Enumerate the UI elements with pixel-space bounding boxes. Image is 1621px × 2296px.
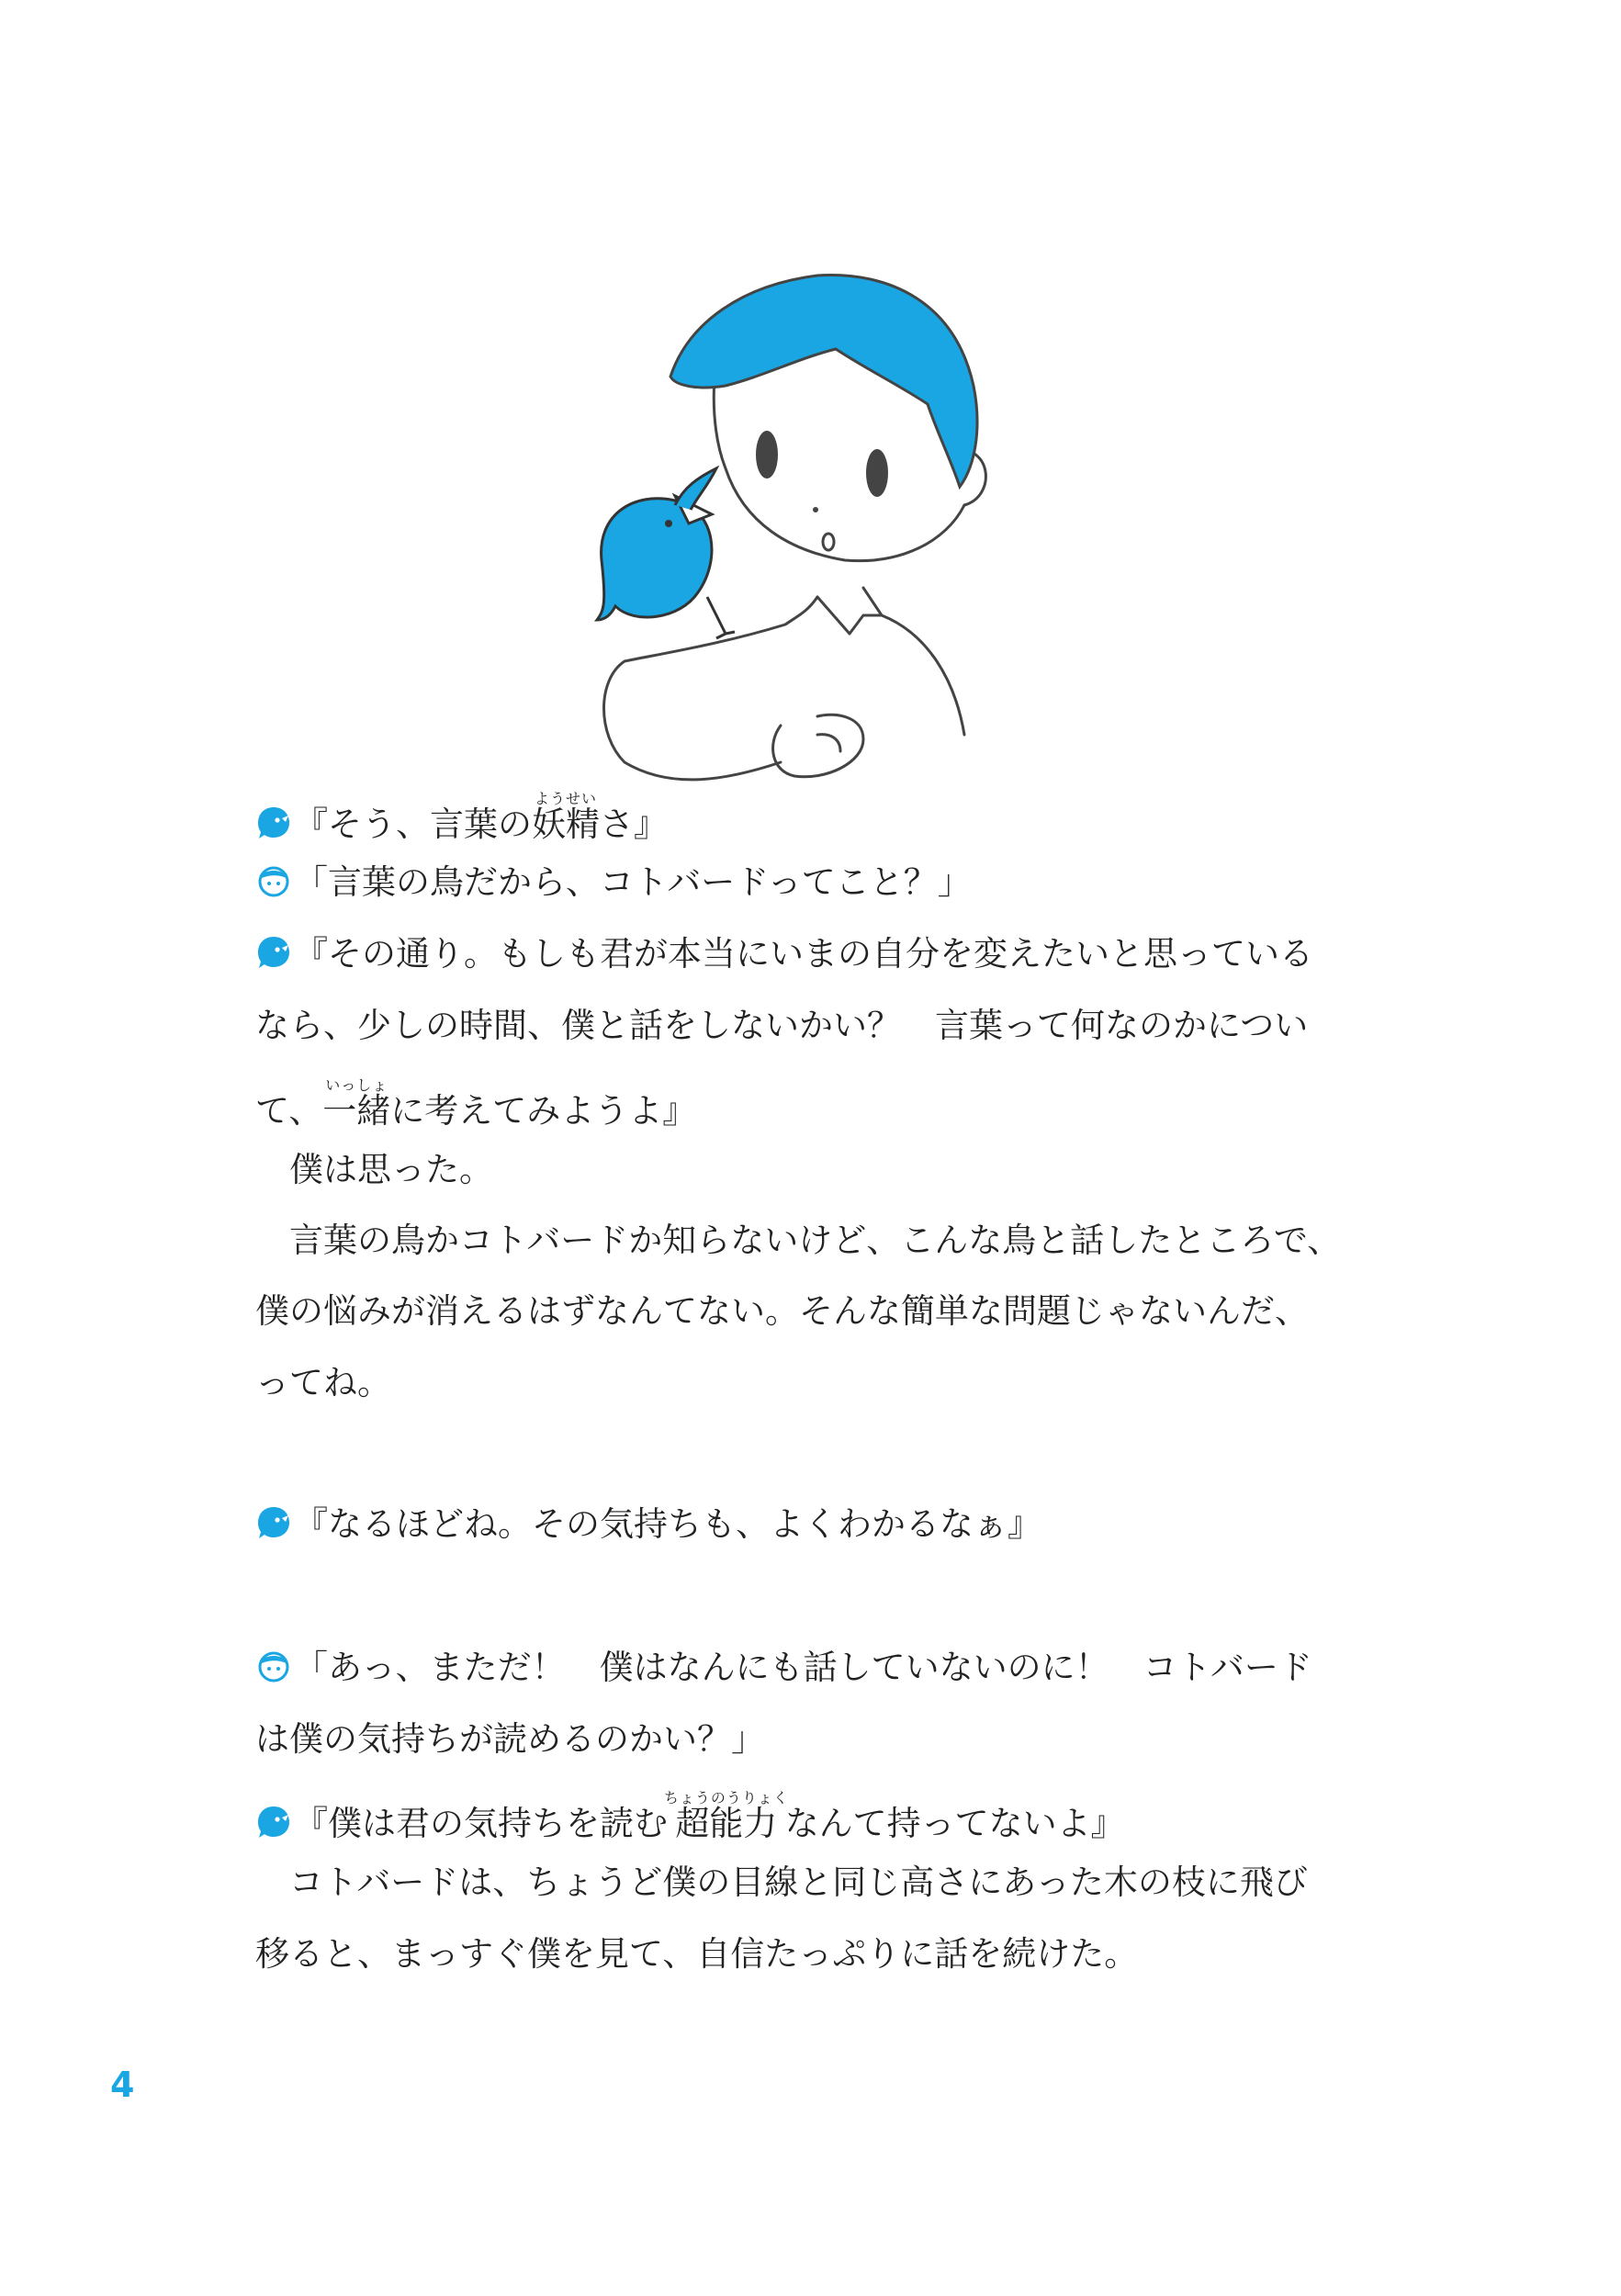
line-text: は僕の気持ちが読めるのかい？」 [255,1719,765,1759]
text-line-14 [255,1861,1449,1905]
line-text: 『その通り。もしも君が本当にいまの自分を変えたいと思っている [294,934,1313,974]
text-line-1 [255,790,1449,847]
line-text: コトバードは、ちょうど僕の目線と同じ高さにあった木の枝に飛び [255,1863,1308,1902]
bird-speaker-icon [255,1504,292,1541]
bird-speaker-icon [255,934,292,971]
text-line-9 [255,1361,1449,1405]
text-line-11 [255,1646,1449,1690]
line-text: 『なるほどね。その気持ちも、よくわかるなぁ』 [294,1504,1041,1544]
page-number: 4 [110,2065,135,2105]
text-line-15 [255,1932,1449,1976]
text-line-7 [255,1219,1449,1263]
line-text: 僕の悩みが消えるはずなんてない。そんな簡単な問題じゃないんだ、 [255,1291,1309,1331]
text-line-4 [255,1004,1449,1048]
text-line-8 [255,1289,1449,1334]
text-line-2 [255,861,1449,905]
ruby-word: 一緒いっしょ [322,1076,391,1131]
text-line-13 [255,1789,1449,1846]
line-text: 「言葉の鳥だから、コトバードってこと？」 [294,862,972,902]
line-text: なんて持ってないよ』 [784,1804,1125,1843]
line-text: 言葉の鳥かコトバードか知らないけど、こんな鳥と話したところで、 [255,1221,1342,1260]
bird-speaker-icon [255,805,292,841]
line-text: ってね。 [255,1363,391,1402]
line-text: に考えてみようよ』 [390,1091,697,1131]
text-line-12 [255,1717,1449,1761]
line-text: 僕は思った。 [255,1150,493,1189]
boy-speaker-icon [255,1648,292,1684]
ruby-word: 妖精ようせい [532,790,600,844]
line-text: さ』 [600,805,668,844]
text-line-5 [255,1076,1449,1133]
line-text: て、 [255,1091,323,1131]
line-text: 『そう、言葉の [294,805,532,844]
text-line-3 [255,932,1449,976]
line-text: 「あっ、まただ！ 僕はなんにも話していないのに！ コトバード [294,1648,1312,1687]
text-line-10 [255,1503,1449,1547]
text-line-6 [255,1148,1449,1192]
boy-and-bird-illustration [588,248,1010,817]
bird-speaker-icon [255,1804,292,1840]
line-text: なら、少しの時間、僕と話をしないかい？ 言葉って何なのかについ [255,1006,1309,1045]
boy-speaker-icon [255,862,292,899]
line-text: 移ると、まっすぐ僕を見て、自信たっぷりに話を続けた。 [255,1934,1139,1974]
line-text: 『僕は君の気持ちを読む [294,1804,668,1843]
ruby-word: 超能力ちょうのうりょく [663,1789,789,1843]
